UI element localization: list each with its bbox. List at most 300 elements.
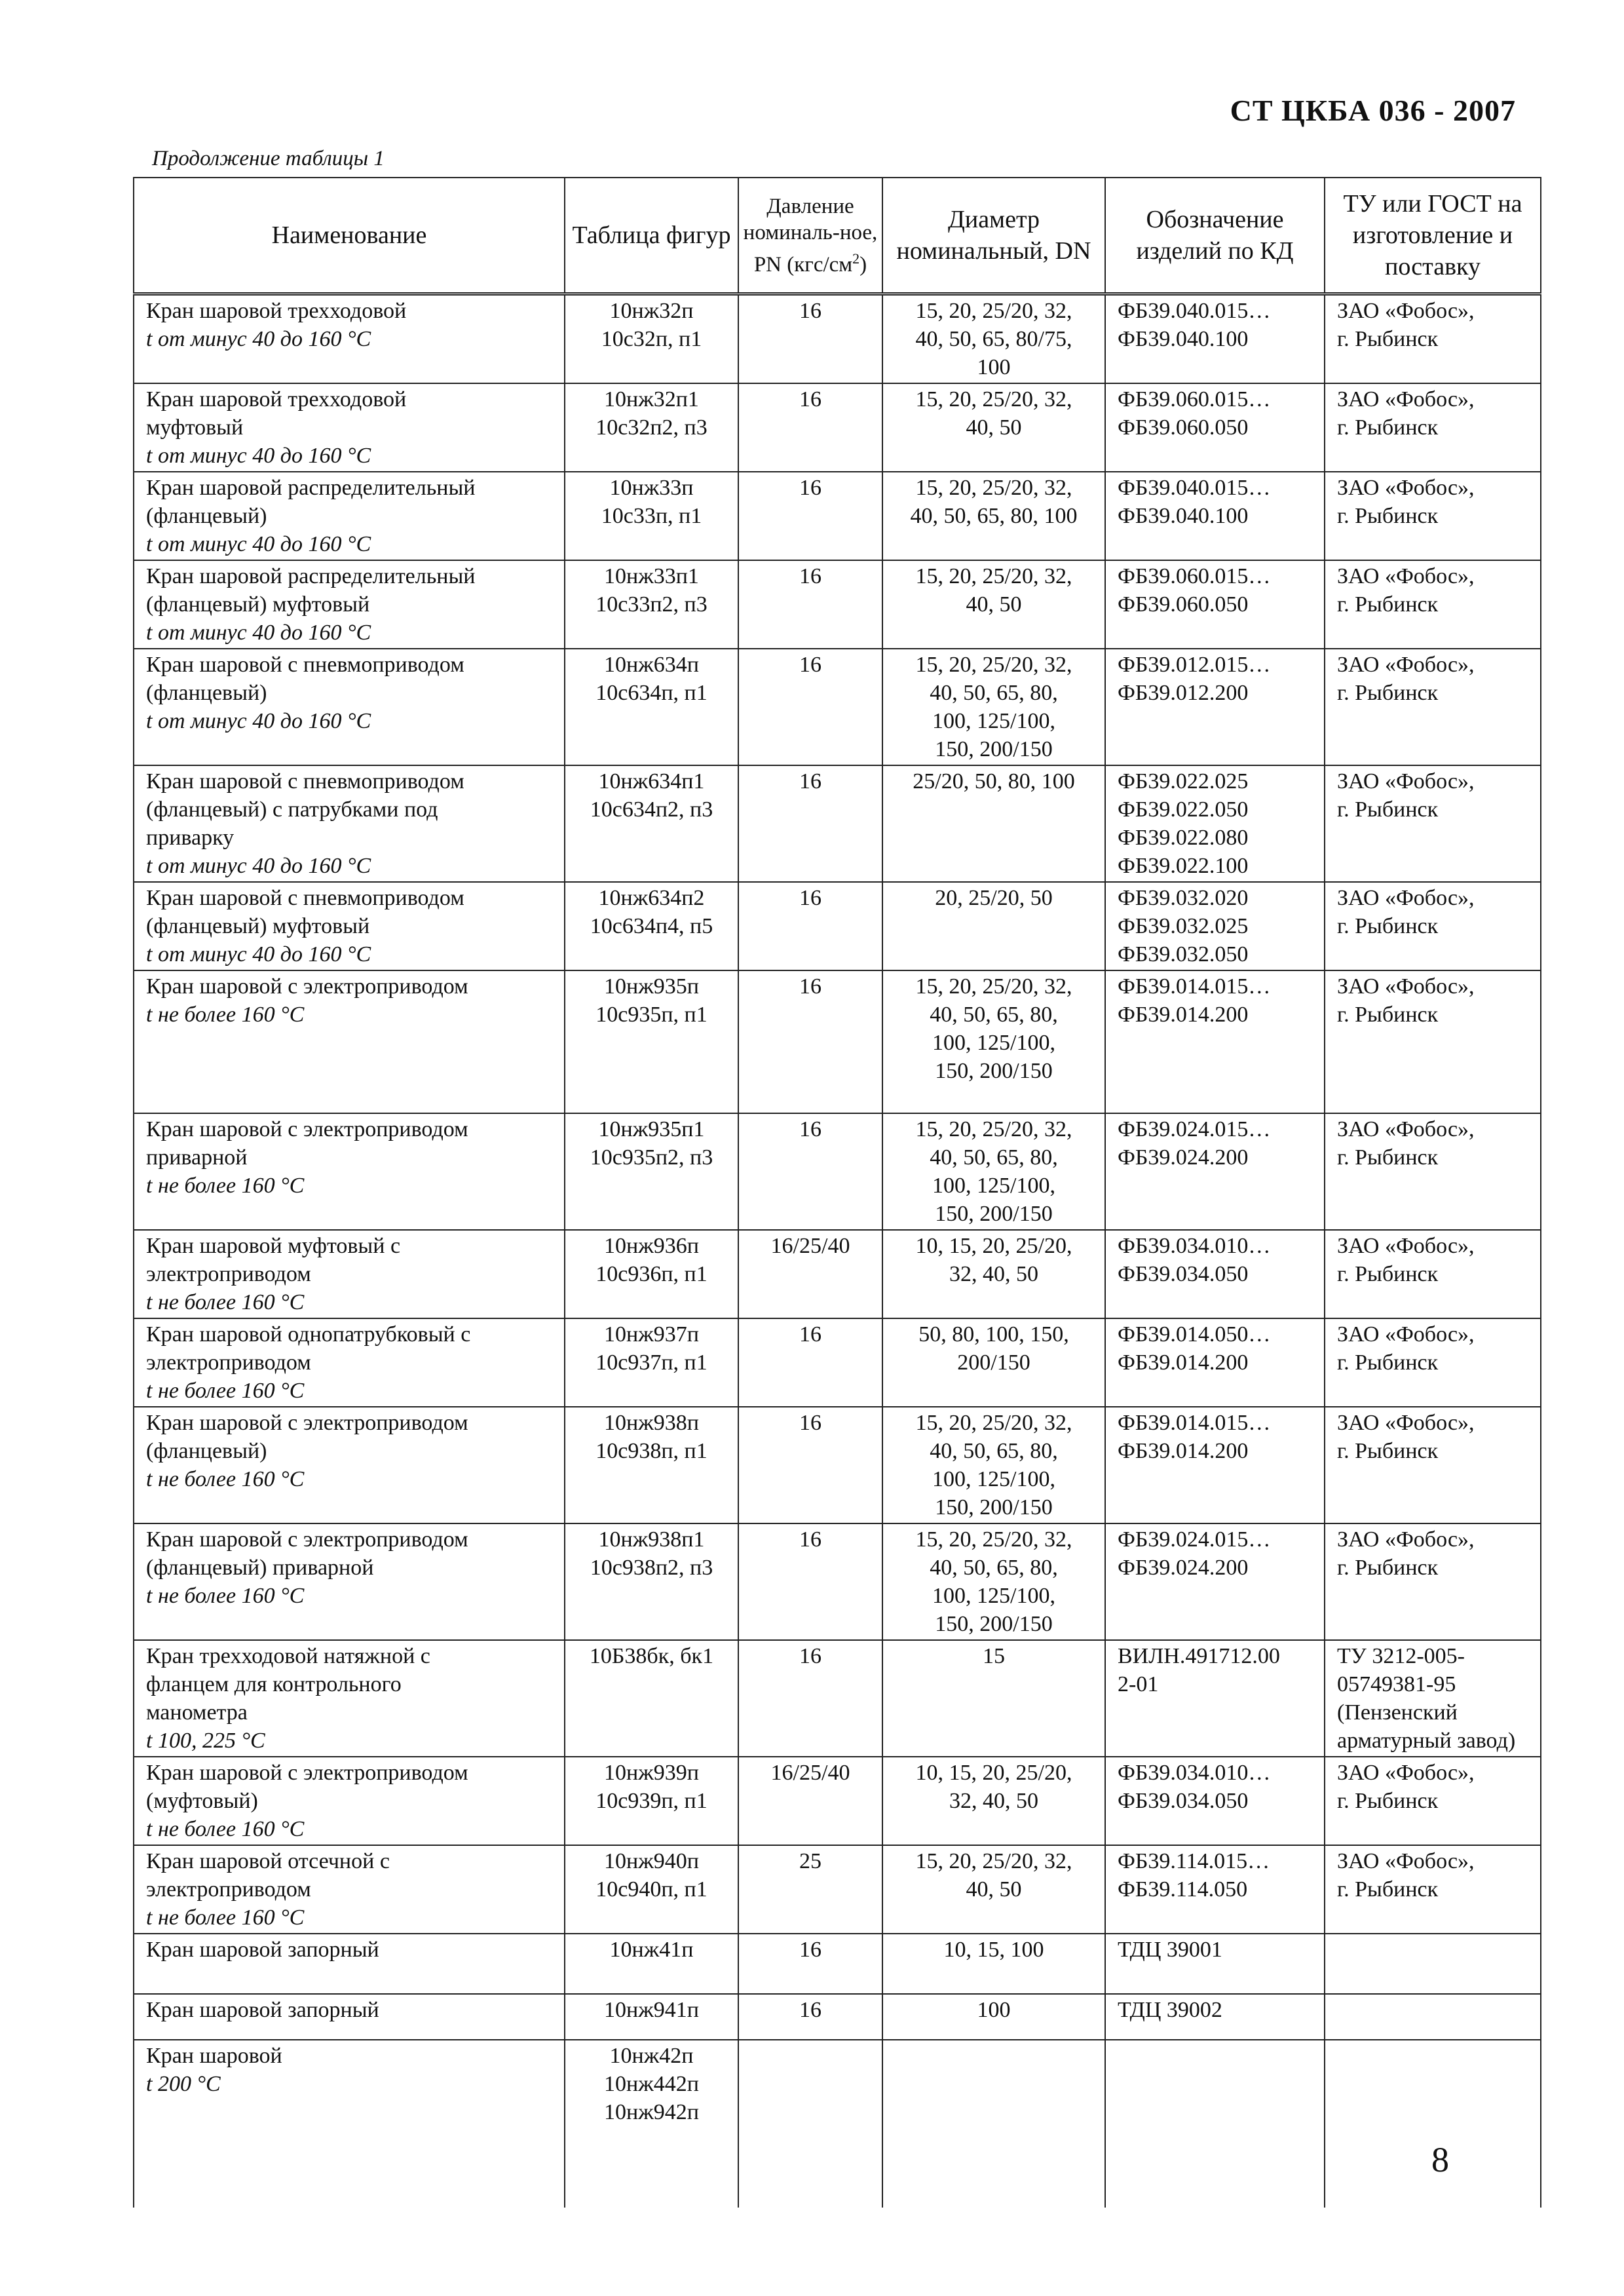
cell-line: ЗАО «Фобос», bbox=[1337, 299, 1475, 323]
cell-temperature: t от минус 40 до 160 °С bbox=[146, 327, 371, 351]
cell-line: ФБ39.014.200 bbox=[1118, 1350, 1249, 1375]
cell-line: г. Рыбинск bbox=[1337, 1145, 1439, 1170]
cell-figures bbox=[565, 1934, 738, 1994]
cell-line: 15, 20, 25/20, 32, bbox=[915, 1117, 1072, 1141]
cell-line: (фланцевый) приварной bbox=[146, 1556, 374, 1580]
cell-diameter bbox=[882, 649, 1105, 765]
cell-line: 10нж634п bbox=[604, 653, 699, 677]
cell-pressure: 16 bbox=[738, 1318, 882, 1407]
cell-temperature: t не более 160 °С bbox=[146, 1905, 305, 1930]
cell-line: Кран шаровой трехходовой bbox=[146, 387, 407, 411]
column-header-designation: Обозначение изделий по КД bbox=[1105, 178, 1325, 294]
cell-line: ЗАО «Фобос», bbox=[1337, 476, 1475, 500]
cell-pressure: 16 bbox=[738, 383, 882, 472]
cell-line: 150, 200/150 bbox=[935, 737, 1053, 761]
cell-line: ФБ39.014.200 bbox=[1118, 1439, 1249, 1463]
cell-line: 40, 50 bbox=[966, 415, 1022, 440]
cell-line: ФБ39.040.100 bbox=[1118, 504, 1249, 528]
cell-line: 15, 20, 25/20, 32, bbox=[915, 1849, 1072, 1873]
table-row bbox=[134, 1640, 1541, 1757]
cell-name bbox=[134, 2040, 565, 2208]
cell-line: г. Рыбинск bbox=[1337, 415, 1439, 440]
cell-figures bbox=[565, 1523, 738, 1640]
cell-line: ФБ39.032.025 bbox=[1118, 914, 1249, 938]
cell-name bbox=[134, 560, 565, 649]
cell-pressure: 16 bbox=[738, 294, 882, 384]
cell-pressure: 16 bbox=[738, 1994, 882, 2040]
cell-line: 100, 125/100, bbox=[932, 709, 1055, 733]
cell-diameter bbox=[882, 1230, 1105, 1318]
cell-line: Кран шаровой трехходовой bbox=[146, 299, 407, 323]
cell-line: ФБ39.114.015… bbox=[1118, 1849, 1270, 1873]
cell-line: Кран шаровой муфтовый с bbox=[146, 1234, 401, 1258]
cell-line: 10нж940п bbox=[604, 1849, 699, 1873]
cell-line: Кран шаровой однопатрубковый с bbox=[146, 1322, 471, 1347]
cell-designation bbox=[1105, 1230, 1325, 1318]
cell-line: 10с937п, п1 bbox=[595, 1350, 708, 1375]
table-row bbox=[134, 2040, 1541, 2208]
cell-line: ЗАО «Фобос», bbox=[1337, 1411, 1475, 1435]
cell-line: приварной bbox=[146, 1145, 248, 1170]
column-header-diameter: Диаметр номинальный, DN bbox=[882, 178, 1105, 294]
cell-diameter bbox=[882, 472, 1105, 560]
cell-line: 10с936п, п1 bbox=[595, 1262, 708, 1286]
cell-name bbox=[134, 765, 565, 882]
cell-line: 100 bbox=[977, 355, 1011, 379]
cell-line: 10нж41п bbox=[609, 1938, 694, 1962]
cell-line: Кран шаровой с электроприводом bbox=[146, 1411, 468, 1435]
cell-line: 10нж936п bbox=[604, 1234, 699, 1258]
cell-pressure: 16 bbox=[738, 560, 882, 649]
cell-line: Кран шаровой bbox=[146, 2044, 282, 2068]
cell-line: электроприводом bbox=[146, 1877, 311, 1902]
cell-line: ЗАО «Фобос», bbox=[1337, 1527, 1475, 1552]
cell-line: 15, 20, 25/20, 32, bbox=[915, 564, 1072, 588]
cell-figures bbox=[565, 294, 738, 384]
cell-line: 10нж442п bbox=[604, 2072, 699, 2096]
cell-line: электроприводом bbox=[146, 1262, 311, 1286]
cell-line: г. Рыбинск bbox=[1337, 1003, 1439, 1027]
cell-diameter bbox=[882, 1318, 1105, 1407]
cell-figures bbox=[565, 383, 738, 472]
cell-figures bbox=[565, 882, 738, 970]
cell-line: 15 bbox=[983, 1644, 1005, 1668]
cell-line: 100, 125/100, bbox=[932, 1031, 1055, 1055]
table-row bbox=[134, 1318, 1541, 1407]
cell-designation bbox=[1105, 1523, 1325, 1640]
cell-temperature: t не более 160 °С bbox=[146, 1817, 305, 1841]
cell-temperature: t не более 160 °С bbox=[146, 1584, 305, 1608]
cell-tu-gost bbox=[1325, 882, 1541, 970]
table-row bbox=[134, 294, 1541, 384]
cell-line: 100, 125/100, bbox=[932, 1584, 1055, 1608]
cell-name bbox=[134, 882, 565, 970]
cell-line: 40, 50, 65, 80/75, bbox=[915, 327, 1072, 351]
cell-line: ФБ39.014.015… bbox=[1118, 1411, 1271, 1435]
cell-line: ФБ39.014.200 bbox=[1118, 1003, 1249, 1027]
cell-pressure: 16 bbox=[738, 765, 882, 882]
cell-line: 10с634п, п1 bbox=[595, 681, 708, 705]
cell-line: Кран трехходовой натяжной с bbox=[146, 1644, 430, 1668]
cell-temperature: t от минус 40 до 160 °С bbox=[146, 532, 371, 556]
cell-line: 10с935п2, п3 bbox=[590, 1145, 713, 1170]
cell-line: ФБ39.024.200 bbox=[1118, 1145, 1249, 1170]
cell-line: 10с939п, п1 bbox=[595, 1789, 708, 1813]
cell-tu-gost bbox=[1325, 649, 1541, 765]
cell-line: ФБ39.022.025 bbox=[1118, 769, 1249, 794]
cell-line: г. Рыбинск bbox=[1337, 1262, 1439, 1286]
cell-name bbox=[134, 1318, 565, 1407]
cell-line: г. Рыбинск bbox=[1337, 1439, 1439, 1463]
cell-line: ЗАО «Фобос», bbox=[1337, 974, 1475, 999]
cell-diameter bbox=[882, 882, 1105, 970]
cell-name bbox=[134, 1994, 565, 2040]
cell-line: (фланцевый) bbox=[146, 504, 267, 528]
cell-line: Кран шаровой отсечной с bbox=[146, 1849, 390, 1873]
cell-line: Кран шаровой запорный bbox=[146, 1998, 379, 2022]
cell-line: г. Рыбинск bbox=[1337, 681, 1439, 705]
cell-line: г. Рыбинск bbox=[1337, 1789, 1439, 1813]
cell-line: ТУ 3212-005- bbox=[1337, 1644, 1465, 1668]
cell-name bbox=[134, 1845, 565, 1934]
cell-line: ФБ39.022.050 bbox=[1118, 797, 1249, 822]
cell-tu-gost bbox=[1325, 765, 1541, 882]
cell-figures bbox=[565, 1757, 738, 1845]
cell-pressure: 16 bbox=[738, 472, 882, 560]
cell-line: 40, 50 bbox=[966, 1877, 1022, 1902]
cell-tu-gost bbox=[1325, 1230, 1541, 1318]
cell-line: 10нж939п bbox=[604, 1761, 699, 1785]
table-row bbox=[134, 970, 1541, 1113]
cell-line: 10нж942п bbox=[604, 2100, 699, 2124]
table-row bbox=[134, 649, 1541, 765]
cell-line: (муфтовый) bbox=[146, 1789, 258, 1813]
cell-figures bbox=[565, 1230, 738, 1318]
cell-name bbox=[134, 1640, 565, 1757]
cell-figures bbox=[565, 1113, 738, 1230]
cell-line: ФБ39.040.015… bbox=[1118, 476, 1271, 500]
cell-pressure bbox=[738, 2040, 882, 2208]
cell-line: ФБ39.022.100 bbox=[1118, 854, 1249, 878]
cell-line: 10с634п4, п5 bbox=[590, 914, 713, 938]
cell-line: 20, 25/20, 50 bbox=[935, 886, 1053, 910]
cell-line: электроприводом bbox=[146, 1350, 311, 1375]
cell-pressure: 16/25/40 bbox=[738, 1230, 882, 1318]
cell-temperature: t 100, 225 °С bbox=[146, 1729, 265, 1753]
cell-line: ФБ39.034.010… bbox=[1118, 1234, 1271, 1258]
cell-diameter bbox=[882, 1757, 1105, 1845]
cell-line: Кран шаровой с электроприводом bbox=[146, 1761, 468, 1785]
cell-name bbox=[134, 649, 565, 765]
cell-name bbox=[134, 472, 565, 560]
cell-line: Кран шаровой с электроприводом bbox=[146, 974, 468, 999]
cell-line: 100 bbox=[977, 1998, 1011, 2022]
table-body bbox=[134, 294, 1541, 2208]
cell-figures bbox=[565, 2040, 738, 2208]
cell-line: (Пензенский bbox=[1337, 1700, 1458, 1725]
cell-line: г. Рыбинск bbox=[1337, 914, 1439, 938]
cell-line: 10Б38бк, бк1 bbox=[589, 1644, 714, 1668]
table-header-row bbox=[134, 178, 1541, 294]
cell-line: (фланцевый) bbox=[146, 1439, 267, 1463]
cell-diameter bbox=[882, 1407, 1105, 1523]
cell-line: ФБ39.060.015… bbox=[1118, 387, 1271, 411]
cell-line: 10с940п, п1 bbox=[595, 1877, 708, 1902]
cell-tu-gost bbox=[1325, 1757, 1541, 1845]
cell-line: 10нж935п1 bbox=[598, 1117, 705, 1141]
cell-line: 15, 20, 25/20, 32, bbox=[915, 387, 1072, 411]
cell-line: фланцем для контрольного bbox=[146, 1672, 402, 1696]
cell-line: Кран шаровой с пневмоприводом bbox=[146, 769, 464, 794]
cell-line: 15, 20, 25/20, 32, bbox=[915, 974, 1072, 999]
cell-diameter bbox=[882, 765, 1105, 882]
cell-tu-gost bbox=[1325, 472, 1541, 560]
cell-line: Кран шаровой распределительный bbox=[146, 476, 476, 500]
cell-line: 40, 50, 65, 80, bbox=[930, 1556, 1058, 1580]
valve-specification-table bbox=[133, 177, 1541, 2208]
cell-line: 10, 15, 20, 25/20, bbox=[915, 1761, 1072, 1785]
cell-line: 25/20, 50, 80, 100 bbox=[913, 769, 1075, 794]
cell-pressure: 16 bbox=[738, 970, 882, 1113]
cell-line: ФБ39.014.015… bbox=[1118, 974, 1271, 999]
cell-line: ФБ39.040.100 bbox=[1118, 327, 1249, 351]
cell-designation bbox=[1105, 383, 1325, 472]
cell-line: 40, 50, 65, 80, bbox=[930, 1145, 1058, 1170]
cell-line: (фланцевый) муфтовый bbox=[146, 914, 370, 938]
cell-line: ЗАО «Фобос», bbox=[1337, 769, 1475, 794]
table-row bbox=[134, 1934, 1541, 1994]
cell-line: ФБ39.034.050 bbox=[1118, 1262, 1249, 1286]
cell-name bbox=[134, 1757, 565, 1845]
cell-temperature: t не более 160 °С bbox=[146, 1379, 305, 1403]
cell-figures bbox=[565, 970, 738, 1113]
page-number: 8 bbox=[1431, 2140, 1449, 2179]
cell-name bbox=[134, 1523, 565, 1640]
cell-line: Кран шаровой с электроприводом bbox=[146, 1117, 468, 1141]
table-row bbox=[134, 1407, 1541, 1523]
table-row bbox=[134, 1230, 1541, 1318]
cell-line: 10нж33п1 bbox=[604, 564, 699, 588]
cell-line: 10нж634п1 bbox=[598, 769, 705, 794]
cell-line: 10нж935п bbox=[604, 974, 699, 999]
table-row bbox=[134, 1994, 1541, 2040]
cell-line: 15, 20, 25/20, 32, bbox=[915, 299, 1072, 323]
cell-line: ЗАО «Фобос», bbox=[1337, 564, 1475, 588]
cell-line: Кран шаровой с пневмоприводом bbox=[146, 886, 464, 910]
cell-line: г. Рыбинск bbox=[1337, 797, 1439, 822]
cell-line: г. Рыбинск bbox=[1337, 327, 1439, 351]
cell-line: 10нж941п bbox=[604, 1998, 699, 2022]
cell-line: ФБ39.032.020 bbox=[1118, 886, 1249, 910]
table-continuation-caption: Продолжение таблицы 1 bbox=[152, 147, 385, 170]
cell-line: 10нж32п1 bbox=[604, 387, 699, 411]
cell-tu-gost bbox=[1325, 1640, 1541, 1757]
cell-figures bbox=[565, 1640, 738, 1757]
cell-line: (фланцевый) муфтовый bbox=[146, 592, 370, 617]
cell-line: 200/150 bbox=[957, 1350, 1030, 1375]
cell-line: ЗАО «Фобос», bbox=[1337, 886, 1475, 910]
cell-diameter bbox=[882, 294, 1105, 384]
cell-line: ФБ39.040.015… bbox=[1118, 299, 1271, 323]
cell-line: 10, 15, 20, 25/20, bbox=[915, 1234, 1072, 1258]
cell-line: манометра bbox=[146, 1700, 248, 1725]
table-row bbox=[134, 1845, 1541, 1934]
cell-temperature: t не более 160 °С bbox=[146, 1467, 305, 1491]
cell-line: ТДЦ 39001 bbox=[1118, 1938, 1222, 1962]
cell-line: 10нж33п bbox=[609, 476, 694, 500]
column-header-name: Наименование bbox=[134, 178, 565, 294]
cell-diameter bbox=[882, 970, 1105, 1113]
cell-designation bbox=[1105, 1407, 1325, 1523]
table-row bbox=[134, 1523, 1541, 1640]
cell-line: Кран шаровой распределительный bbox=[146, 564, 476, 588]
cell-line: г. Рыбинск bbox=[1337, 1350, 1439, 1375]
cell-tu-gost bbox=[1325, 1845, 1541, 1934]
column-header-figure-table: Таблица фигур bbox=[565, 178, 738, 294]
cell-line: ФБ39.024.015… bbox=[1118, 1117, 1271, 1141]
cell-line: 10с938п2, п3 bbox=[590, 1556, 713, 1580]
cell-pressure: 16 bbox=[738, 1523, 882, 1640]
cell-line: г. Рыбинск bbox=[1337, 1556, 1439, 1580]
cell-temperature: t от минус 40 до 160 °С bbox=[146, 854, 371, 878]
cell-designation bbox=[1105, 1640, 1325, 1757]
cell-line: ЗАО «Фобос», bbox=[1337, 1234, 1475, 1258]
cell-temperature: t не более 160 °С bbox=[146, 1290, 305, 1314]
cell-diameter bbox=[882, 1934, 1105, 1994]
cell-line: 10нж937п bbox=[604, 1322, 699, 1347]
cell-designation bbox=[1105, 1934, 1325, 1994]
cell-line: 10нж42п bbox=[609, 2044, 694, 2068]
cell-line: 32, 40, 50 bbox=[949, 1262, 1038, 1286]
cell-line: г. Рыбинск bbox=[1337, 592, 1439, 617]
cell-line: ЗАО «Фобос», bbox=[1337, 1761, 1475, 1785]
cell-line: ФБ39.012.015… bbox=[1118, 653, 1271, 677]
cell-line: ФБ39.060.015… bbox=[1118, 564, 1271, 588]
cell-line: Кран шаровой с электроприводом bbox=[146, 1527, 468, 1552]
cell-line: 10, 15, 100 bbox=[943, 1938, 1044, 1962]
table-row bbox=[134, 882, 1541, 970]
cell-tu-gost bbox=[1325, 1407, 1541, 1523]
cell-line: ЗАО «Фобос», bbox=[1337, 1322, 1475, 1347]
cell-line: 10с32п, п1 bbox=[601, 327, 702, 351]
cell-tu-gost bbox=[1325, 560, 1541, 649]
cell-line: 40, 50 bbox=[966, 592, 1022, 617]
cell-temperature: t 200 °С bbox=[146, 2072, 221, 2096]
cell-designation bbox=[1105, 472, 1325, 560]
cell-figures bbox=[565, 649, 738, 765]
cell-designation bbox=[1105, 294, 1325, 384]
cell-line: ЗАО «Фобос», bbox=[1337, 387, 1475, 411]
table-row bbox=[134, 1113, 1541, 1230]
cell-diameter bbox=[882, 383, 1105, 472]
cell-line: ФБ39.114.050 bbox=[1118, 1877, 1248, 1902]
cell-diameter bbox=[882, 2040, 1105, 2208]
cell-line: ФБ39.032.050 bbox=[1118, 942, 1249, 966]
cell-line: 40, 50, 65, 80, bbox=[930, 681, 1058, 705]
cell-pressure: 16 bbox=[738, 1934, 882, 1994]
cell-line: 40, 50, 65, 80, 100 bbox=[910, 504, 1078, 528]
cell-designation bbox=[1105, 1318, 1325, 1407]
cell-figures bbox=[565, 560, 738, 649]
cell-line: 100, 125/100, bbox=[932, 1174, 1055, 1198]
cell-tu-gost bbox=[1325, 2040, 1541, 2208]
cell-line: ФБ39.034.010… bbox=[1118, 1761, 1271, 1785]
cell-line: ТДЦ 39002 bbox=[1118, 1998, 1222, 2022]
cell-line: 32, 40, 50 bbox=[949, 1789, 1038, 1813]
cell-line: 100, 125/100, bbox=[932, 1467, 1055, 1491]
cell-tu-gost bbox=[1325, 294, 1541, 384]
cell-line: 50, 80, 100, 150, bbox=[918, 1322, 1069, 1347]
cell-figures bbox=[565, 1407, 738, 1523]
cell-designation bbox=[1105, 882, 1325, 970]
cell-name bbox=[134, 1230, 565, 1318]
cell-designation bbox=[1105, 1845, 1325, 1934]
table-row bbox=[134, 383, 1541, 472]
cell-figures bbox=[565, 472, 738, 560]
cell-line: 10с935п, п1 bbox=[595, 1003, 708, 1027]
cell-line: 40, 50, 65, 80, bbox=[930, 1003, 1058, 1027]
table-row bbox=[134, 1757, 1541, 1845]
cell-line: г. Рыбинск bbox=[1337, 1877, 1439, 1902]
cell-line: 15, 20, 25/20, 32, bbox=[915, 476, 1072, 500]
cell-line: 15, 20, 25/20, 32, bbox=[915, 1411, 1072, 1435]
cell-line: 10с32п2, п3 bbox=[595, 415, 708, 440]
cell-line: ВИЛН.491712.00 bbox=[1118, 1644, 1280, 1668]
cell-pressure: 16 bbox=[738, 882, 882, 970]
table-row bbox=[134, 560, 1541, 649]
cell-name bbox=[134, 383, 565, 472]
cell-line: ФБ39.014.050… bbox=[1118, 1322, 1271, 1347]
cell-name bbox=[134, 1113, 565, 1230]
cell-temperature: t не более 160 °С bbox=[146, 1174, 305, 1198]
cell-line: (фланцевый) с патрубками под bbox=[146, 797, 438, 822]
cell-line: арматурный завод) bbox=[1337, 1729, 1516, 1753]
cell-tu-gost bbox=[1325, 1523, 1541, 1640]
cell-line: ФБ39.034.050 bbox=[1118, 1789, 1249, 1813]
cell-tu-gost bbox=[1325, 1994, 1541, 2040]
cell-line: 10с634п2, п3 bbox=[590, 797, 713, 822]
cell-pressure: 16 bbox=[738, 1640, 882, 1757]
cell-name bbox=[134, 1407, 565, 1523]
cell-line: ЗАО «Фобос», bbox=[1337, 1117, 1475, 1141]
cell-line: 05749381-95 bbox=[1337, 1672, 1456, 1696]
cell-line: приварку bbox=[146, 826, 235, 850]
cell-temperature: t от минус 40 до 160 °С bbox=[146, 621, 371, 645]
cell-pressure: 16/25/40 bbox=[738, 1757, 882, 1845]
cell-line: ФБ39.060.050 bbox=[1118, 415, 1249, 440]
cell-line: 150, 200/150 bbox=[935, 1202, 1053, 1226]
cell-line: ЗАО «Фобос», bbox=[1337, 1849, 1475, 1873]
cell-diameter bbox=[882, 1845, 1105, 1934]
column-header-tu-gost: ТУ или ГОСТ на изготовление и поставку bbox=[1325, 178, 1541, 294]
cell-diameter bbox=[882, 1994, 1105, 2040]
cell-line: 40, 50, 65, 80, bbox=[930, 1439, 1058, 1463]
cell-diameter bbox=[882, 560, 1105, 649]
cell-figures bbox=[565, 1994, 738, 2040]
cell-designation bbox=[1105, 649, 1325, 765]
cell-designation bbox=[1105, 560, 1325, 649]
cell-line: ФБ39.060.050 bbox=[1118, 592, 1249, 617]
cell-line: Кран шаровой запорный bbox=[146, 1938, 379, 1962]
cell-line: 15, 20, 25/20, 32, bbox=[915, 653, 1072, 677]
cell-name bbox=[134, 970, 565, 1113]
cell-temperature: t от минус 40 до 160 °С bbox=[146, 942, 371, 966]
cell-tu-gost bbox=[1325, 1934, 1541, 1994]
cell-tu-gost bbox=[1325, 970, 1541, 1113]
cell-line: 10с938п, п1 bbox=[595, 1439, 708, 1463]
cell-temperature: t от минус 40 до 160 °С bbox=[146, 709, 371, 733]
cell-designation bbox=[1105, 970, 1325, 1113]
